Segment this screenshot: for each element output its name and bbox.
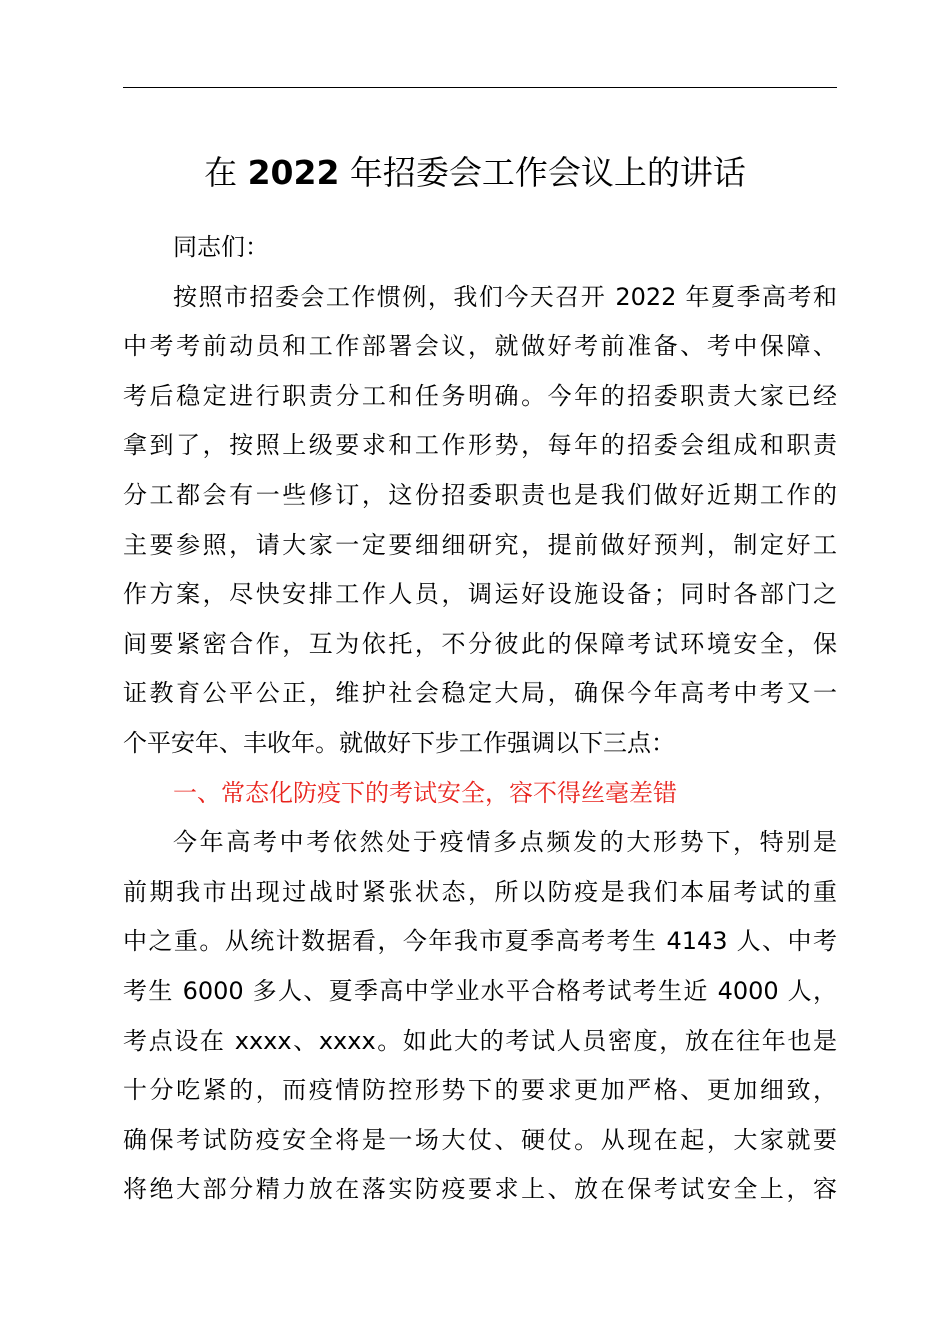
paragraph-line: 间要紧密合作，互为依托，不分彼此的保障考试环境安全，保: [123, 629, 837, 658]
paragraph-line: 拿到了，按照上级要求和工作形势，每年的招委会组成和职责: [123, 431, 837, 460]
paragraph-line: 确保考试防疫安全将是一场大仗、硬仗。从现在起，大家就要: [123, 1125, 837, 1154]
paragraph-line: 前期我市出现过战时紧张状态，所以防疫是我们本届考试的重: [123, 877, 837, 906]
title-prefix: 在: [204, 153, 238, 192]
paragraph-line: 今年高考中考依然处于疫情多点频发的大形势下，特别是: [173, 828, 837, 857]
document-title: [0, 150, 950, 196]
title-year: 2022: [247, 153, 340, 192]
paragraph-line: 考后稳定进行职责分工和任务明确。今年的招委职责大家已经: [123, 381, 837, 410]
title-suffix: 年招委会工作会议上的讲话: [349, 153, 746, 192]
header-rule: [123, 87, 837, 88]
paragraph-line: 将绝大部分精力放在落实防疫要求上、放在保考试安全上，容: [123, 1175, 837, 1204]
greeting: 同志们：: [173, 233, 269, 261]
section-heading: 一、常态化防疫下的考试安全，容不得丝毫差错: [173, 778, 677, 807]
paragraph-line: 考点设在 xxxx、xxxx。如此大的考试人员密度，放在往年也是: [123, 1026, 837, 1055]
paragraph-line: 证教育公平公正，维护社会稳定大局，确保今年高考中考又一: [123, 679, 837, 708]
paragraph-line: 中之重。从统计数据看，今年我市夏季高考考生 4143 人、中考: [123, 927, 837, 956]
document-body: [123, 223, 837, 1215]
paragraph-line: 考生 6000 多人、夏季高中学业水平合格考试考生近 4000 人，: [123, 976, 837, 1005]
paragraph-line: 分工都会有一些修订，这份招委职责也是我们做好近期工作的: [123, 480, 837, 509]
paragraph-line: 个平安年、丰收年。就做好下步工作强调以下三点：: [123, 728, 675, 757]
paragraph-line: 主要参照，请大家一定要细细研究，提前做好预判，制定好工: [123, 530, 837, 559]
paragraph-line: 按照市招委会工作惯例，我们今天召开 2022 年夏季高考和: [173, 282, 837, 311]
paragraph-line: 十分吃紧的，而疫情防控形势下的要求更加严格、更加细致，: [123, 1076, 837, 1105]
paragraph-line: 作方案，尽快安排工作人员，调运好设施设备；同时各部门之: [123, 580, 837, 609]
paragraph-line: 中考考前动员和工作部署会议，就做好考前准备、考中保障、: [123, 332, 837, 361]
